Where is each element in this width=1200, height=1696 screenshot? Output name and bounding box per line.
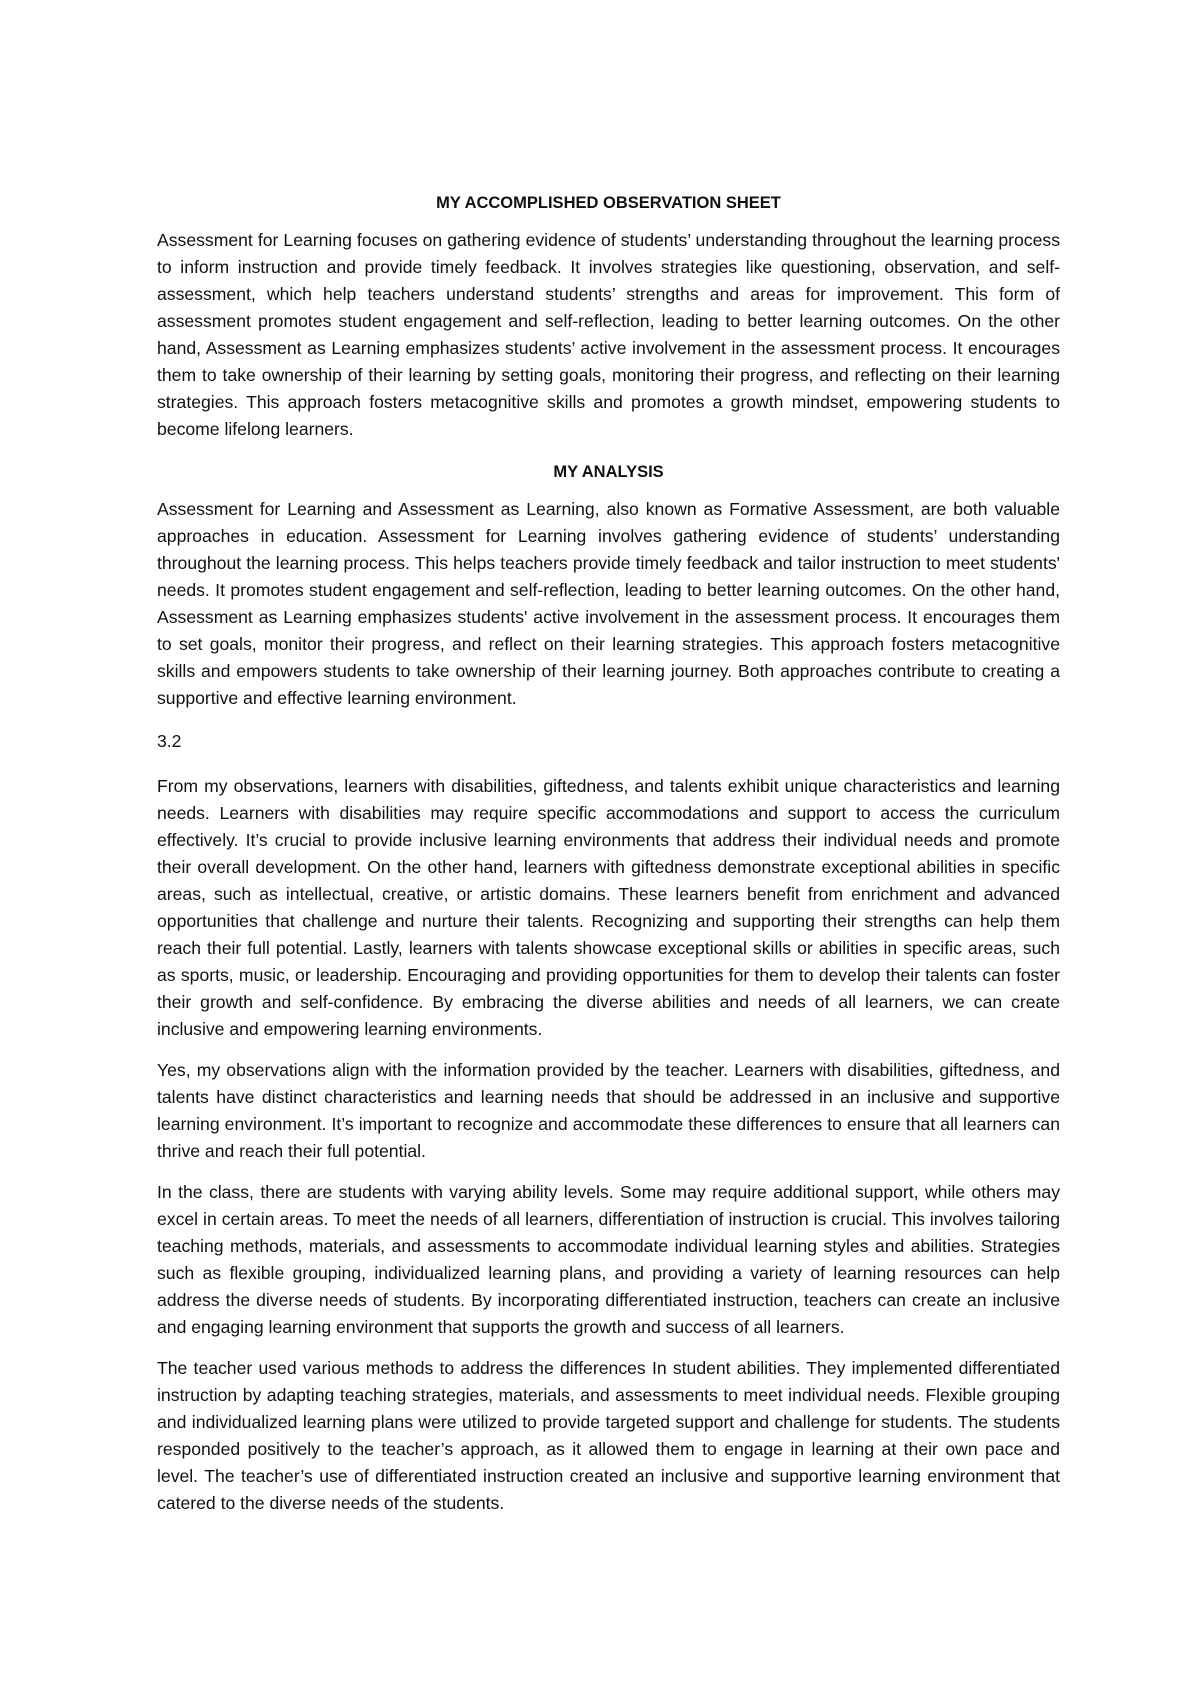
intro-paragraph: Assessment for Learning focuses on gathering evidence of students’ understanding throughout the learning process to inform instruction and provide timely feedback. It involves strategies like questioning, observation, and self-assessment, which help teachers understand students’ strengths and areas for improvement. This form of assessment promotes student engagement and self-reflection, leading to better learning outcomes. On the other hand, Assessment as Learning emphasizes students’ active involvement in the assessment process. It encourages them to take ownership of their learning by setting goals, monitoring their progress, and reflecting on their learning strategies. This approach fosters metacognitive skills and promotes a growth mindset, empowering students to become lifelong learners.	[157, 230, 1060, 439]
observation-paragraph-alignment: Yes, my observations align with the information provided by the teacher. Learners with disabilities, giftedness, and talents have distinct characteristics and learning needs that should be addressed in an inclusive and supportive learning environment. It’s important to recognize and accommodate these differences to ensure that all learners can thrive and reach their full potential.	[157, 1060, 1060, 1161]
document-title: MY ACCOMPLISHED OBSERVATION SHEET	[436, 194, 781, 212]
section-number: 3.2	[157, 731, 182, 751]
document-page	[157, 190, 1060, 1531]
observation-paragraph-class: In the class, there are students with varying ability levels. Some may require additional support, while others may excel in certain areas. To meet the needs of all learners, differentiation of instruction is crucial. This involves tailoring teaching methods, materials, and assessments to accommodate individual learning styles and abilities. Strategies such as flexible grouping, individualized learning plans, and providing a variety of learning resources can help address the diverse needs of students. By incorporating differentiated instruction, teachers can create an inclusive and engaging learning environment that supports the growth and success of all learners.	[157, 1182, 1060, 1337]
analysis-heading: MY ANALYSIS	[553, 463, 664, 481]
observation-paragraph-teacher-methods: The teacher used various methods to address the differences In student abilities. They implemented differentiated instruction by adapting teaching strategies, materials, and assessments to meet individual needs. Flexible grouping and individualized learning plans were utilized to provide targeted support and challenge for students. The students responded positively to the teacher’s approach, as it allowed them to engage in learning at their own pace and level. The teacher’s use of differentiated instruction created an inclusive and supportive learning environment that catered to the diverse needs of the students.	[157, 1358, 1060, 1513]
observation-paragraph-learners: From my observations, learners with disabilities, giftedness, and talents exhibit unique characteristics and learning needs. Learners with disabilities may require specific accommodations and support to access the curriculum effectively. It’s crucial to provide inclusive learning environments that address their individual needs and promote their overall development. On the other hand, learners with giftedness demonstrate exceptional abilities in specific areas, such as intellectual, creative, or artistic domains. These learners benefit from enrichment and advanced opportunities that challenge and nurture their talents. Recognizing and supporting their strengths can help them reach their full potential. Lastly, learners with talents showcase exceptional skills or abilities in specific areas, such as sports, music, or leadership. Encouraging and providing opportunities for them to develop their talents can foster their growth and self-confidence. By embracing the diverse abilities and needs of all learners, we can create inclusive and empowering learning environments.	[157, 776, 1060, 1039]
analysis-paragraph: Assessment for Learning and Assessment as Learning, also known as Formative Assessment, are both valuable approaches in education. Assessment for Learning involves gathering evidence of students’ understanding throughout the learning process. This helps teachers provide timely feedback and tailor instruction to meet students' needs. It promotes student engagement and self-reflection, leading to better learning outcomes. On the other hand, Assessment as Learning emphasizes students' active involvement in the assessment process. It encourages them to set goals, monitor their progress, and reflect on their learning strategies. This approach fosters metacognitive skills and empowers students to take ownership of their learning journey. Both approaches contribute to creating a supportive and effective learning environment.	[157, 499, 1060, 708]
